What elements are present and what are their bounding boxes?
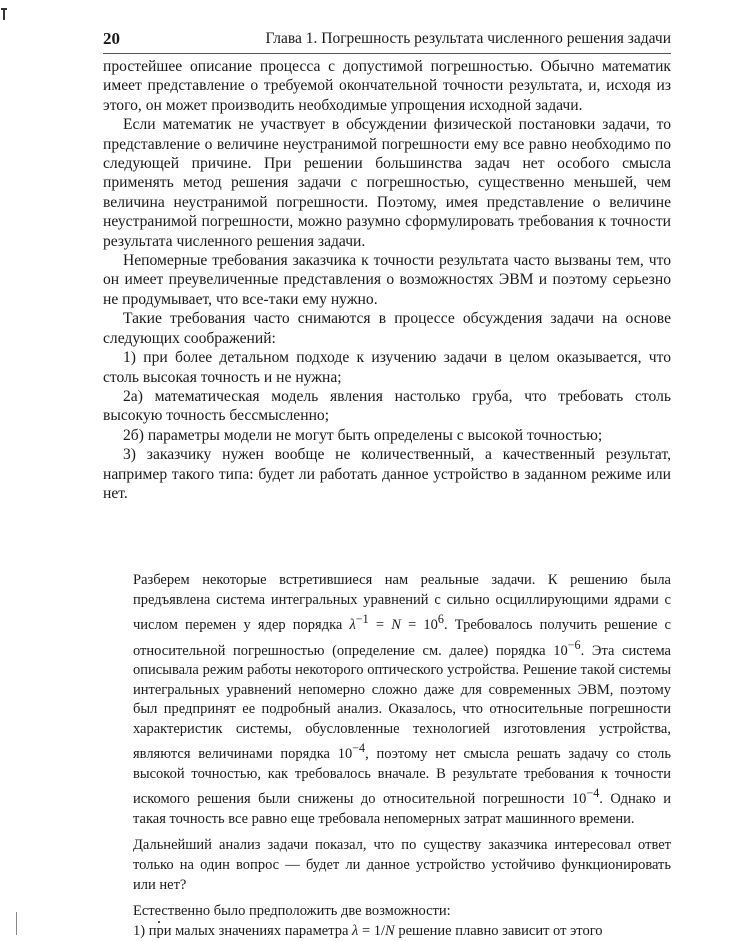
scan-speck [158,921,160,923]
list-item: 1) при более детальном подходе к изучению задачи в целом оказывается, что столь высокая точность и не нужна; [103,349,671,386]
page-number: 20 [103,29,120,48]
example-block [133,571,671,941]
scan-edge-line [16,912,17,935]
chapter-title: Глава 1. Погрешность результата численного решения задачи [265,30,671,47]
paragraph: Такие требования часто снимаются в процессе обсуждения задачи на основе следующих соображений: [103,310,671,347]
list-item: 2б) параметры модели не могут быть определены с высокой точностью; [123,426,603,444]
paragraph: простейшее описание процесса с допустимой погрешностью. Обычно математик имеет представление о требуемой окончательной точности результата, и, исходя из этого, он может производить необходимые упрощения исходной задачи. [103,58,671,114]
list-item: 2а) математическая модель явления настолько груба, что требовать столь высокую точность бессмысленно; [103,387,671,425]
example-list-item: 1) при малых значениях параметра λ = 1/N решение плавно зависит от этого [133,922,603,939]
running-header [103,29,671,54]
crop-mark [1,8,7,20]
paragraph: Если математик не участвует в обсуждении физической постановки задачи, то представление о величине неустранимой погрешности ему все равно необходимо по следующей причине. При решении большинства задач нет особого смысла применять метод решения задачи с погрешностью, существенно меньшей, чем величина неустранимой погрешности. Поэтому, имея представление о величине неустранимой погрешности, можно разумно сформулировать требования к точности результата численного решения задачи. [103,116,671,250]
list-item: 3) заказчику нужен вообще не количественный, а качественный результат, например такого типа: будет ли работать данное устройство в заданном режиме или нет. [103,446,671,502]
example-paragraph: Естественно было предположить две возможности: [133,903,451,920]
example-paragraph: Разберем некоторые встретившиеся нам реальные задачи. К решению была предъявлена система интегральных уравнений с сильно осциллирующими ядрами с числом перемен у ядер порядка $\lambda^{-1} = N = 10^6$. Требовалось получить решение с относительной погрешностью (определение см. далее) порядка $10^{-6}$. Эта система описывала режим работы некоторого оптического устройства. Решение такой системы интегральных уравнений непомерно сложно даже для современных ЭВМ, поэтому был предпринят ее подробный анализ. Оказалось, что относительные погрешности характеристик системы, обусловленные технологией изготовления устройства, являются величинами порядка $10^{-4}$, поэтому нет смысла решать задачу со столь высокой точностью, как требовалось вначале. В результате требования к точности искомого решения были снижены до относительной погрешности $10^{-4}$. Однако и такая точность все равно еще требовала непомерных затрат машинного времени. [133,572,672,827]
paragraph: Непомерные требования заказчика к точности результата часто вызваны тем, что он имеет преувеличенные представления о возможностях ЭВМ и поэтому серьезно не продумывает, что все-таки ему нужно. [103,252,671,308]
main-text [103,57,671,503]
example-paragraph: Дальнейший анализ задачи показал, что по существу заказчика интересовал ответ только на один вопрос — будет ли данное устройство устойчиво функционировать или нет? [133,837,671,893]
